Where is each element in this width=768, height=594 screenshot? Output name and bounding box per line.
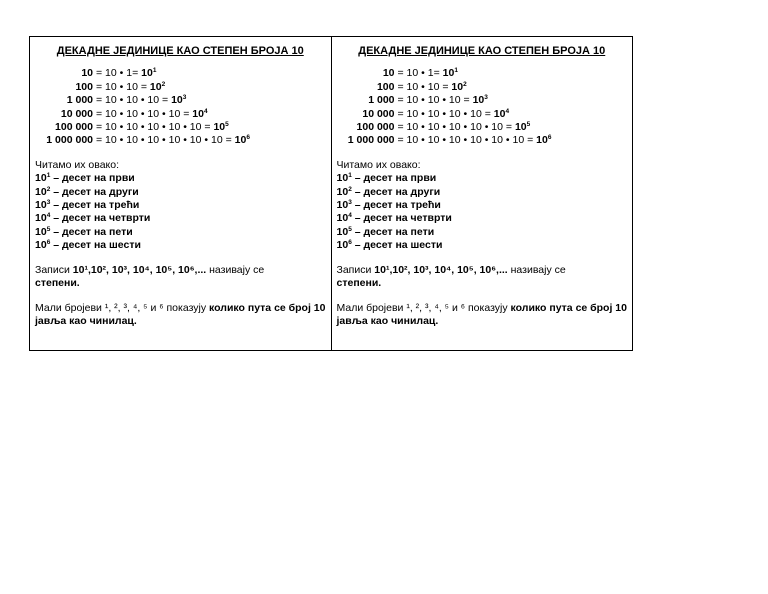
reading-item: $10^3$ – десет на трећи [35,199,140,212]
power-row: 100 000 = 10 • 10 • 10 • 10 • $10 = 10^5$ [55,121,229,134]
reading-item: $10^6$ – десет на шести [336,239,443,252]
reading-item: $10^5$ – десет на пети [35,225,133,238]
left-panel [30,37,331,350]
reading-item: $10^2$ – десет на други [35,185,139,198]
power-row: 1 000 = 10 • 10 • $10 = 10^3$ [368,94,488,107]
power-row: 100 = 10 • $10 = 10^2$ [376,80,467,93]
power-row: 1 000 000 = 10 • 10 • 10 • 10 • 10 • $10 = 10^6$ [347,134,552,147]
exponent-note: Мали бројеви ¹, ², ³, ⁴, ⁵ и ⁶ показују колико пута се број 10 јавља као чинилац. [35,301,326,327]
power-row: 10 000 = 10 • 10 • 10 • $10 = 10^4$ [362,107,510,120]
power-row: 10 = 10 • $1= 10^1$ [81,67,157,80]
power-row: 100 000 = 10 • 10 • 10 • 10 • $10 = 10^5$ [356,121,531,134]
power-row: 1 000 000 = 10 • 10 • 10 • 10 • 10 • $10 = 10^6$ [46,134,250,147]
right-panel [331,37,633,350]
reading-item: $10^2$ – десет на други [336,185,441,198]
powers-note: Записи 10¹,10², 10³, 10⁴, 10⁵, 10⁶,... називају се степени. [336,263,566,290]
powers-table [35,67,326,147]
powers-table [337,67,628,147]
reading-item: $10^4$ – десет на четврти [336,212,452,225]
reading-item: $10^1$ – десет на први [336,172,437,185]
reading-intro: Читамо их овако: [35,158,120,171]
power-row: 10 000 = 10 • 10 • 10 • $10 = 10^4$ [60,107,208,120]
reading-item: $10^6$ – десет на шести [35,239,141,252]
powers-note: Записи 10¹,10², 10³, 10⁴, 10⁵, 10⁶,... називају се степени. [35,263,265,290]
panel-title: ДЕКАДНЕ ЈЕДИНИЦЕ КАО СТЕПЕН БРОЈА 10 [56,45,304,57]
reading-intro: Читамо их овако: [336,158,421,171]
exponent-note: Мали бројеви ¹, ², ³, ⁴, ⁵ и ⁶ показују колико пута се број 10 јавља као чинилац. [336,301,627,327]
readings-list [35,172,326,252]
power-row: 1 000 = 10 • 10 • $10 = 10^3$ [66,94,187,107]
reading-item: $10^5$ – десет на пети [336,225,435,238]
power-row: 10 = 10 • $1= 10^1$ [382,67,458,80]
reading-item: $10^1$ – десет на први [35,172,135,185]
reading-item: $10^3$ – десет на трећи [336,199,441,212]
readings-list [337,172,628,252]
panel-title: ДЕКАДНЕ ЈЕДИНИЦЕ КАО СТЕПЕН БРОЈА 10 [358,45,606,57]
worksheet-card [29,36,633,351]
power-row: 100 = 10 • $10 = 10^2$ [75,80,166,93]
reading-item: $10^4$ – десет на четврти [35,212,151,225]
